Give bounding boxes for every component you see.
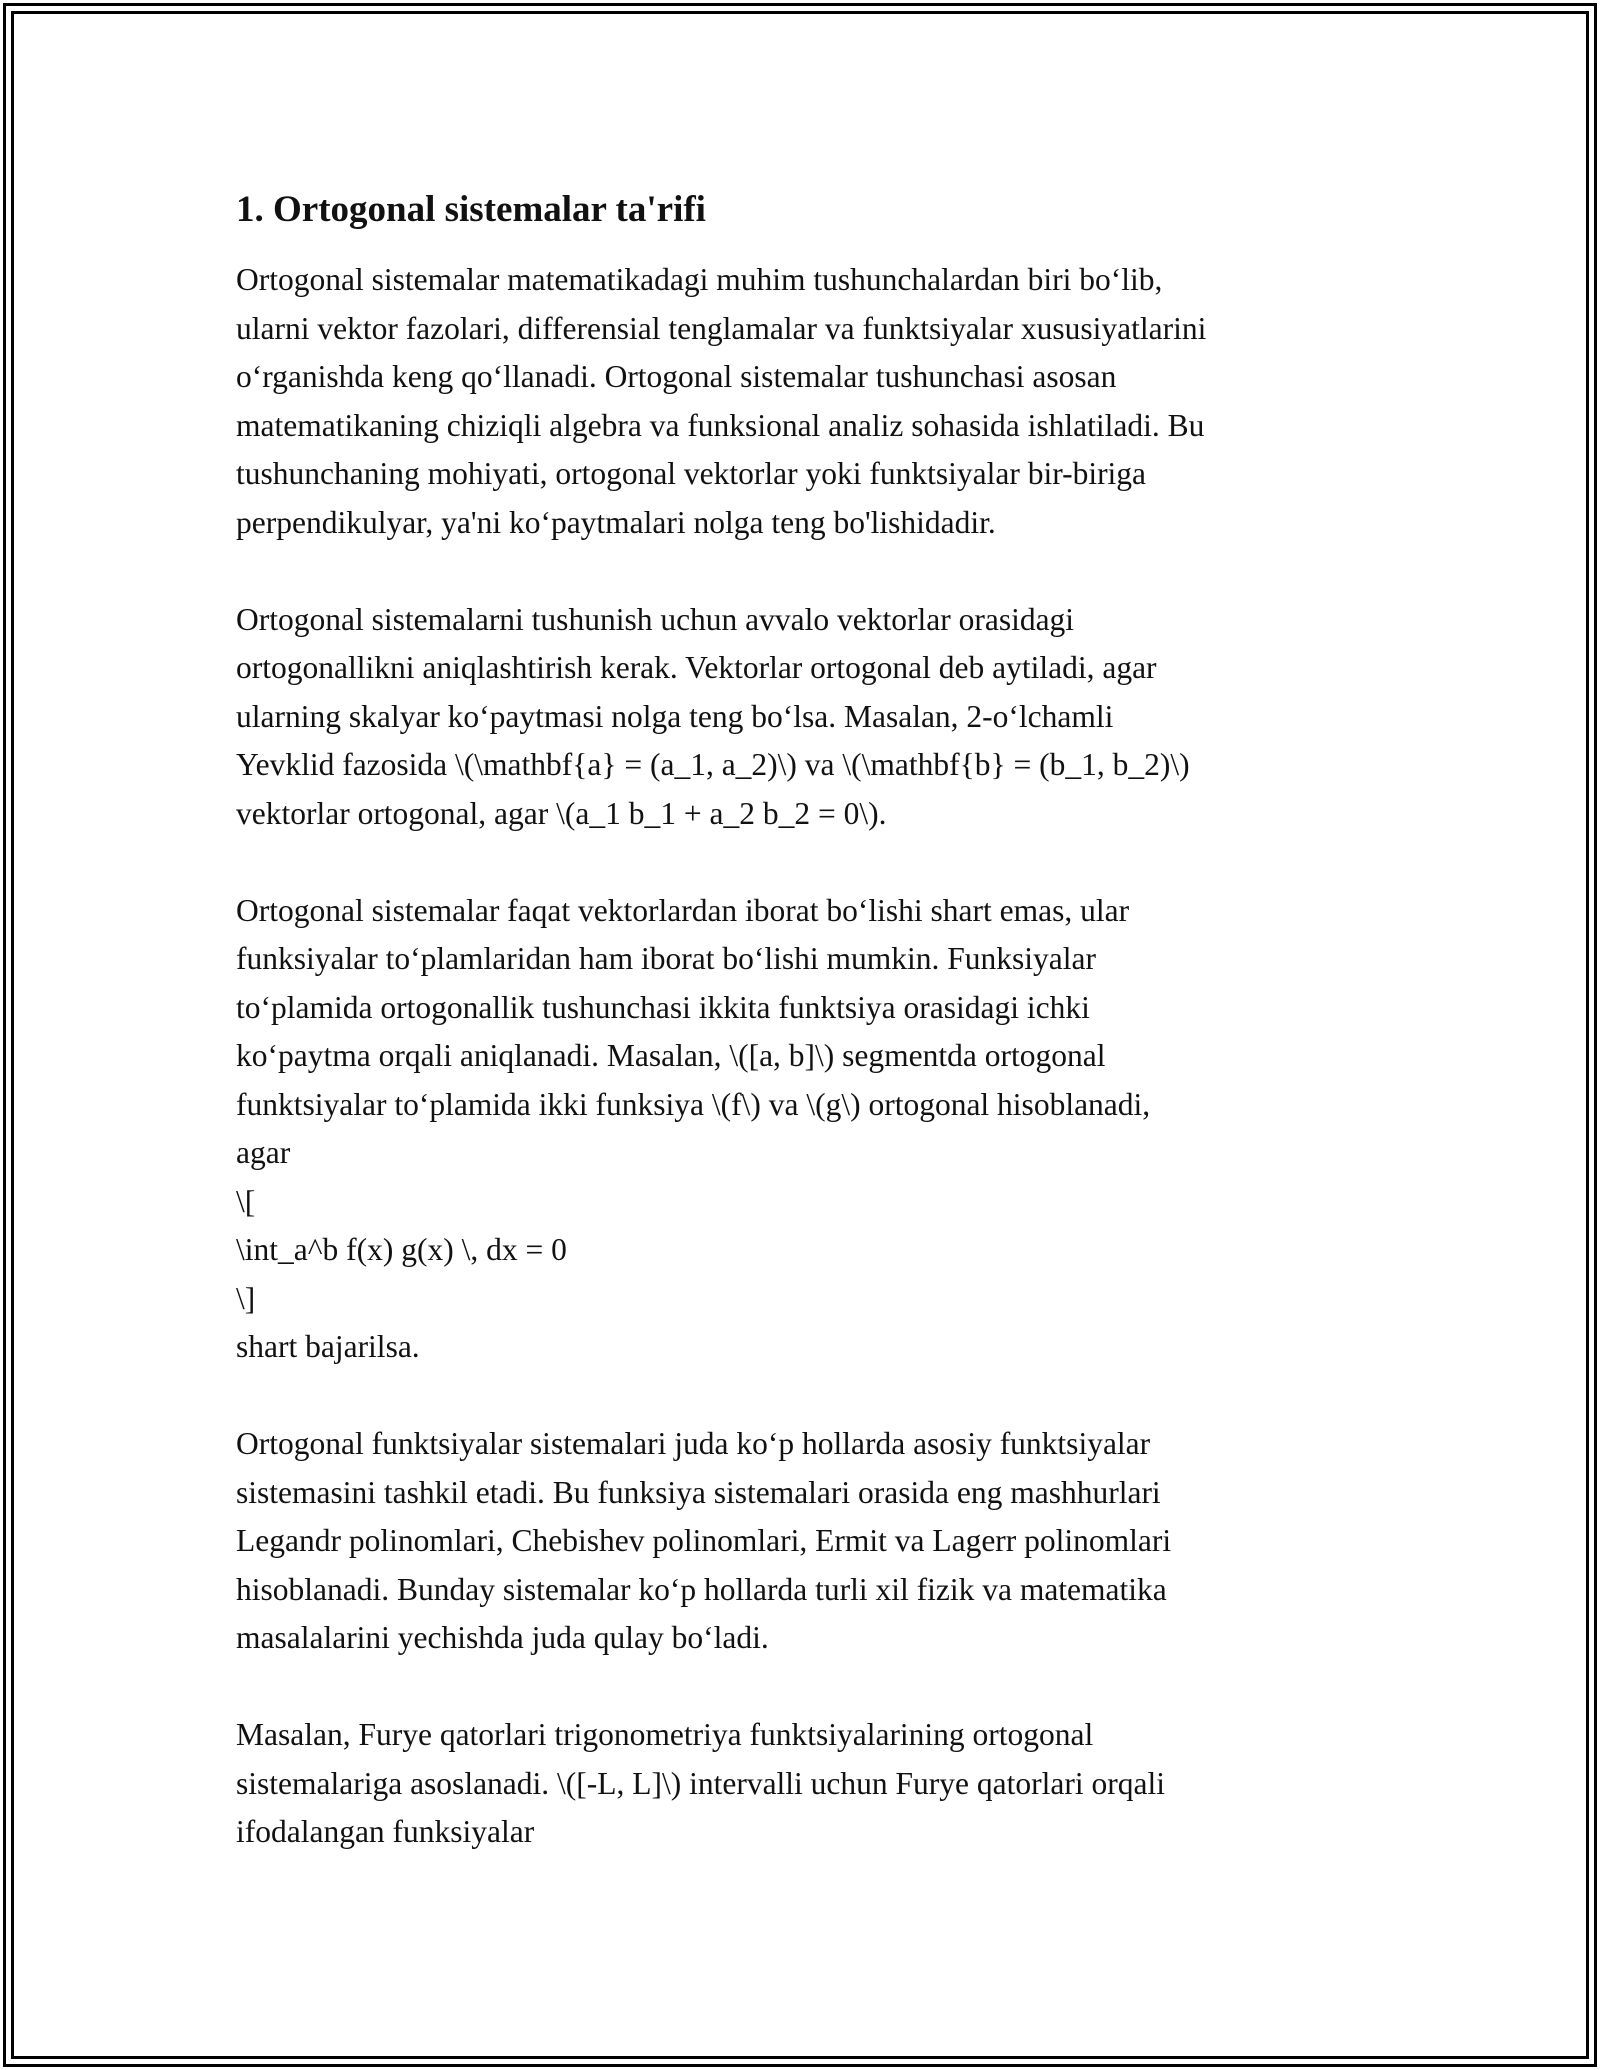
document-body <box>236 186 1386 1905</box>
text-line: ularning skalyar ko‘paytmasi nolga teng bo‘lsa. Masalan, 2-o‘lchamli <box>236 698 1114 734</box>
paragraph-definition <box>236 256 1386 547</box>
text-line: Yevklid fazosida \(\mathbf{a} = (a_1, a_2)\) va \(\mathbf{b} = (b_1, b_2)\) <box>236 747 1190 782</box>
text-line: ularni vektor fazolari, differensial tenglamalar va funktsiyalar xususiyatlarini <box>236 310 1207 346</box>
paragraph-function-orthogonality <box>236 887 1386 1372</box>
text-line: ko‘paytma orqali aniqlanadi. Masalan, \([a, b]\) segmentda ortogonal <box>236 1038 1106 1073</box>
text-line: Legandr polinomlari, Chebishev polinomlari, Ermit va Lagerr polinomlari <box>236 1523 1172 1558</box>
text-line: ortogonallikni aniqlashtirish kerak. Vektorlar ortogonal deb aytiladi, agar <box>236 650 1157 685</box>
text-line: shart bajarilsa. <box>236 1329 420 1364</box>
text-line: funksiyalar to‘plamlaridan ham iborat bo‘lishi mumkin. Funksiyalar <box>236 941 1096 976</box>
formula-line: \[ <box>236 1183 256 1219</box>
text-line: o‘rganishda keng qo‘llanadi. Ortogonal sistemalar tushunchasi asosan <box>236 359 1117 394</box>
text-line: masalalarini yechishda juda qulay bo‘ladi. <box>236 1620 769 1655</box>
formula-line: \int_a^b f(x) g(x) \, dx = 0 <box>236 1232 567 1267</box>
text-line: tushunchaning mohiyati, ortogonal vektorlar yoki funktsiyalar bir-biriga <box>236 456 1147 491</box>
text-line: Ortogonal sistemalar matematikadagi muhim tushunchalardan biri bo‘lib, <box>236 262 1163 297</box>
section-heading: 1. Ortogonal sistemalar ta'rifi <box>236 189 706 230</box>
text-line: Masalan, Furye qatorlari trigonometriya funktsiyalarining ortogonal <box>236 1717 1094 1752</box>
paragraph-fourier <box>236 1711 1386 1857</box>
paragraph-vector-orthogonality <box>236 596 1386 839</box>
paragraph-function-systems <box>236 1420 1386 1663</box>
text-line: Ortogonal funktsiyalar sistemalari juda ko‘p hollarda asosiy funktsiyalar <box>236 1426 1151 1461</box>
text-line: funktsiyalar to‘plamida ikki funksiya \(f\) va \(g\) ortogonal hisoblanadi, <box>236 1086 1151 1122</box>
formula-line: \] <box>236 1280 256 1316</box>
text-line: ifodalangan funksiyalar <box>236 1814 535 1849</box>
text-line: perpendikulyar, ya'ni ko‘paytmalari nolga teng bo'lishidadir. <box>236 504 996 540</box>
text-line: Ortogonal sistemalar faqat vektorlardan iborat bo‘lishi shart emas, ular <box>236 892 1130 928</box>
text-line: matematikaning chiziqli algebra va funksional analiz sohasida ishlatiladi. Bu <box>236 407 1205 443</box>
text-line: vektorlar ortogonal, agar \(a_1 b_1 + a_2 b_2 = 0\). <box>236 795 887 831</box>
text-line: agar <box>236 1135 291 1170</box>
text-line: sistemalariga asoslanadi. \([-L, L]\) intervalli uchun Furye qatorlari orqali <box>236 1765 1165 1801</box>
text-line: Ortogonal sistemalarni tushunish uchun avvalo vektorlar orasidagi <box>236 601 1075 637</box>
text-line: to‘plamida ortogonallik tushunchasi ikkita funktsiya orasidagi ichki <box>236 989 1090 1025</box>
text-line: hisoblanadi. Bunday sistemalar ko‘p hollarda turli xil fizik va matematika <box>236 1571 1167 1607</box>
text-line: sistemasini tashkil etadi. Bu funksiya sistemalari orasida eng mashhurlari <box>236 1474 1161 1510</box>
